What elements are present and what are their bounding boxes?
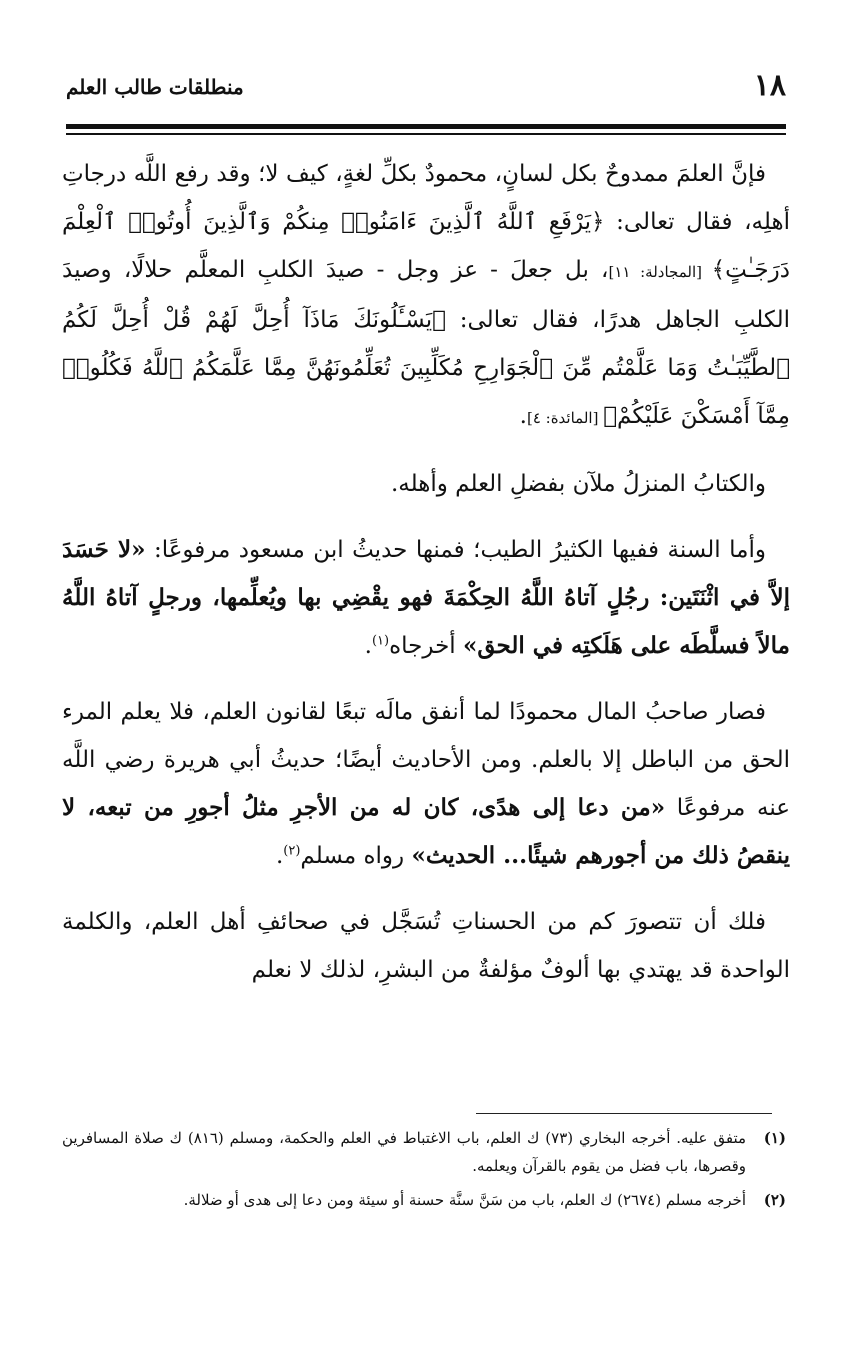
footnote-1 bbox=[62, 1124, 786, 1180]
header-rule-thick bbox=[66, 124, 786, 129]
punctuation: . bbox=[364, 633, 372, 659]
header-rule-thin bbox=[66, 133, 786, 135]
quran-verse: ﴿يَسْـَٔلُونَكَ مَاذَآ أُحِلَّ لَهُمْ قُلْ أُحِلَّ لَكُمُ ٱلطَّيِّبَـٰتُ وَمَا عَلَّمْتُم مِّنَ ٱلْجَوَارِحِ مُكَلِّبِينَ تُعَلِّمُونَهُنَّ مِمَّا عَلَّمَكُمُ ٱللَّهُ فَكُلُوا۟ مِمَّآ أَمْسَكْنَ عَلَيْكُمْ﴾ bbox=[62, 307, 790, 429]
paragraph-3 bbox=[62, 526, 790, 670]
footnote-2 bbox=[62, 1186, 786, 1214]
running-title: منطلقات طالب العلم bbox=[66, 75, 244, 99]
footnote-number: (٢) bbox=[763, 1191, 786, 1209]
paragraph-text: والكتابُ المنزلُ ملآن بفضلِ العلم وأهله. bbox=[390, 471, 766, 497]
main-text bbox=[62, 150, 790, 1012]
paragraph-text: رواه مسلم bbox=[300, 843, 412, 869]
quran-verse: ﴿يَرْفَعِ ٱللَّهُ ٱلَّذِينَ ءَامَنُوا۟ مِنكُمْ وَٱلَّذِينَ أُوتُوا۟ ٱلْعِلْمَ دَرَجَـٰتٍ﴾ bbox=[62, 209, 790, 283]
paragraph-text: أخرجاه bbox=[389, 633, 463, 659]
paragraph-2 bbox=[62, 460, 790, 508]
hadith-quote: «لا حَسَدَ إلاَّ في اثْنَتَين: رجُلٍ آتاهُ اللَّهُ الحِكْمَةَ فهو يقْضِي بها ويُعلِّمها، ورجلٍ آتاهُ اللَّهُ مالاً فسلَّطَه على هَلَكتِه في الحق» bbox=[62, 536, 790, 659]
footnote-number: (١) bbox=[763, 1129, 786, 1147]
paragraph-4 bbox=[62, 688, 790, 880]
paragraph-text: فإنَّ العلمَ ممدوحٌ بكل لسانٍ، محمودٌ بكلِّ لغةٍ، كيف لا؛ وقد رفع اللَّه درجاتِ أهلِه، فقال تعالى: bbox=[62, 161, 790, 235]
verse-reference: [المجادلة: ١١] bbox=[608, 263, 712, 281]
page-header bbox=[66, 62, 786, 112]
paragraph-text: وأما السنة ففيها الكثيرُ الطيب؛ فمنها حديثُ ابن مسعود مرفوعًا: bbox=[145, 537, 766, 563]
paragraph-text: ، بل جعلَ - عز وجل - صيدَ الكلبِ المعلَّم حلالًا، وصيدَ الكلبِ الجاهل هدرًا، فقال تعالى: bbox=[62, 257, 790, 333]
footnote-text: متفق عليه. أخرجه البخاري (٧٣) ك العلم، باب الاغتباط في العلم والحكمة، ومسلم (٨١٦) ك صلاة المسافرين وقصرها، باب فضل من يقوم بالقرآن ويعلمه. bbox=[62, 1129, 747, 1175]
page-number: ١٨ bbox=[753, 68, 786, 103]
footnote-marker[interactable]: (١) bbox=[371, 633, 390, 649]
punctuation: . bbox=[519, 403, 527, 429]
footnote-separator bbox=[476, 1113, 772, 1114]
paragraph-5 bbox=[62, 898, 790, 994]
hadith-quote: «من دعا إلى هدًى، كان له من الأجرِ مثلُ أجورِ من تبعه، لا ينقصُ ذلك من أجورهم شيئًا... الحديث» bbox=[62, 794, 790, 869]
footnote-marker[interactable]: (٢) bbox=[283, 843, 301, 859]
footnotes bbox=[62, 1124, 786, 1220]
punctuation: . bbox=[275, 843, 284, 869]
paragraph-text: فلك أن تتصورَ كم من الحسناتِ تُسَجَّل في صحائفِ أهل العلم، والكلمة الواحدة قد يهتدي بها ألوفٌ مؤلفةٌ من البشرِ، لذلك لا نعلم bbox=[62, 909, 790, 983]
paragraph-1 bbox=[62, 150, 790, 442]
footnote-text: أخرجه مسلم (٢٦٧٤) ك العلم، باب من سَنَّ سنَّة حسنة أو سيئة ومن دعا إلى هدى أو ضلالة. bbox=[183, 1191, 746, 1209]
paragraph-text: فصار صاحبُ المال محمودًا لما أنفق مالَه تبعًا لقانون العلم، فلا يعلم المرء الحق من الباطل إلا بالعلم. ومن الأحاديث أيضًا؛ حديثُ أبي هريرة رضي اللَّه عنه مرفوعًا bbox=[62, 699, 790, 821]
verse-reference: [المائدة: ٤] bbox=[526, 409, 604, 427]
